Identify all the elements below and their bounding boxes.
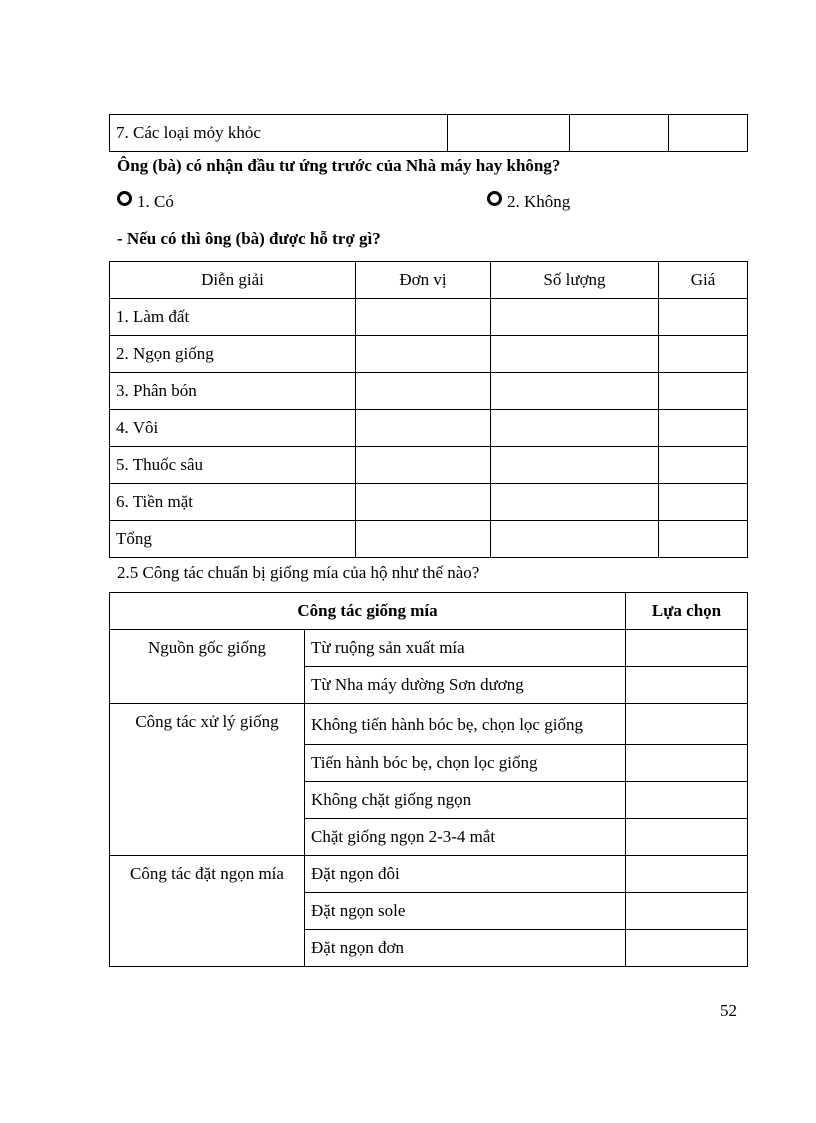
seed-table	[109, 592, 748, 967]
choice-cell[interactable]	[626, 930, 748, 967]
group-label: Công tác đặt ngọn mía	[110, 856, 305, 967]
column-header: Công tác giống mía	[110, 593, 626, 630]
answer-cell[interactable]	[491, 484, 659, 521]
item-label: Từ ruộng sản xuất mía	[305, 630, 626, 667]
question-text: Ông (bà) có nhận đầu tư ứng trước của Nhà máy hay không?	[117, 156, 561, 175]
choice-cell[interactable]	[626, 819, 748, 856]
table-row	[110, 299, 748, 336]
choice-cell[interactable]	[626, 782, 748, 819]
answer-cell[interactable]	[659, 410, 748, 447]
item-label: Đặt ngọn sole	[305, 893, 626, 930]
table-row	[110, 484, 748, 521]
item-label: Tiến hành bóc bẹ, chọn lọc giống	[305, 745, 626, 782]
choice-cell[interactable]	[626, 704, 748, 745]
table-row	[110, 630, 748, 667]
radio-bullet-icon[interactable]	[117, 191, 132, 206]
table-row	[110, 115, 748, 152]
answer-cell[interactable]	[448, 115, 570, 152]
answer-cell[interactable]	[659, 521, 748, 558]
column-header: Số lượng	[491, 262, 659, 299]
item-label: Đặt ngọn đơn	[305, 930, 626, 967]
item-label: Không tiến hành bóc bẹ, chọn lọc giống	[305, 704, 626, 745]
choice-cell[interactable]	[626, 630, 748, 667]
support-table	[109, 261, 748, 558]
choice-cell[interactable]	[626, 745, 748, 782]
row-label: 6. Tiền mặt	[110, 484, 356, 521]
answer-cell[interactable]	[669, 115, 748, 152]
row-label: 4. Vôi	[110, 410, 356, 447]
group-label: Nguồn gốc giống	[110, 630, 305, 704]
answer-cell[interactable]	[491, 373, 659, 410]
item-label: Từ Nha máy dường Sơn dương	[305, 667, 626, 704]
row-label: 3. Phân bón	[110, 373, 356, 410]
column-header: Lựa chọn	[626, 593, 748, 630]
top-table	[109, 114, 748, 152]
answer-cell[interactable]	[491, 410, 659, 447]
row-label: 1. Làm đất	[110, 299, 356, 336]
answer-cell[interactable]	[659, 447, 748, 484]
radio-bullet-icon[interactable]	[487, 191, 502, 206]
item-label: Chặt giống ngọn 2-3-4 mắt	[305, 819, 626, 856]
answer-cell[interactable]	[659, 299, 748, 336]
choice-cell[interactable]	[626, 856, 748, 893]
followup-question: - Nếu có thì ông (bà) được hỗ trợ gì?	[117, 229, 381, 248]
column-header: Đơn vị	[356, 262, 491, 299]
answer-cell[interactable]	[659, 373, 748, 410]
option-label: 1. Có	[137, 192, 174, 211]
choice-cell[interactable]	[626, 667, 748, 704]
answer-cell[interactable]	[356, 447, 491, 484]
answer-cell[interactable]	[491, 521, 659, 558]
answer-cell[interactable]	[491, 336, 659, 373]
answer-cell[interactable]	[356, 521, 491, 558]
page-number: 52	[720, 1001, 737, 1020]
answer-cell[interactable]	[356, 410, 491, 447]
column-header: Giá	[659, 262, 748, 299]
row-label: 2. Ngọn giống	[110, 336, 356, 373]
table-row	[110, 447, 748, 484]
answer-cell[interactable]	[570, 115, 669, 152]
option-yes[interactable]	[117, 191, 174, 212]
group-label: Công tác xử lý giống	[110, 704, 305, 856]
item-label: Không chặt giống ngọn	[305, 782, 626, 819]
answer-cell[interactable]	[659, 336, 748, 373]
table-row	[110, 704, 748, 745]
column-header: Diễn giải	[110, 262, 356, 299]
option-label: 2. Không	[507, 192, 571, 211]
table-row	[110, 410, 748, 447]
choice-cell[interactable]	[626, 893, 748, 930]
table-row	[110, 336, 748, 373]
answer-cell[interactable]	[491, 299, 659, 336]
row-label: Tổng	[110, 521, 356, 558]
table-header-row	[110, 262, 748, 299]
option-no[interactable]	[487, 191, 570, 212]
section-title: 2.5 Công tác chuẩn bị giống mía của hộ như thế nào?	[117, 563, 480, 582]
answer-cell[interactable]	[356, 299, 491, 336]
item-label: Đặt ngọn đôi	[305, 856, 626, 893]
table-row	[110, 521, 748, 558]
row-label: 5. Thuốc sâu	[110, 447, 356, 484]
answer-cell[interactable]	[491, 447, 659, 484]
answer-cell[interactable]	[356, 373, 491, 410]
row-label: 7. Các loại mỏy khỏc	[110, 115, 448, 152]
table-header-row	[110, 593, 748, 630]
answer-cell[interactable]	[356, 484, 491, 521]
answer-cell[interactable]	[356, 336, 491, 373]
table-row	[110, 373, 748, 410]
answer-cell[interactable]	[659, 484, 748, 521]
table-row	[110, 856, 748, 893]
